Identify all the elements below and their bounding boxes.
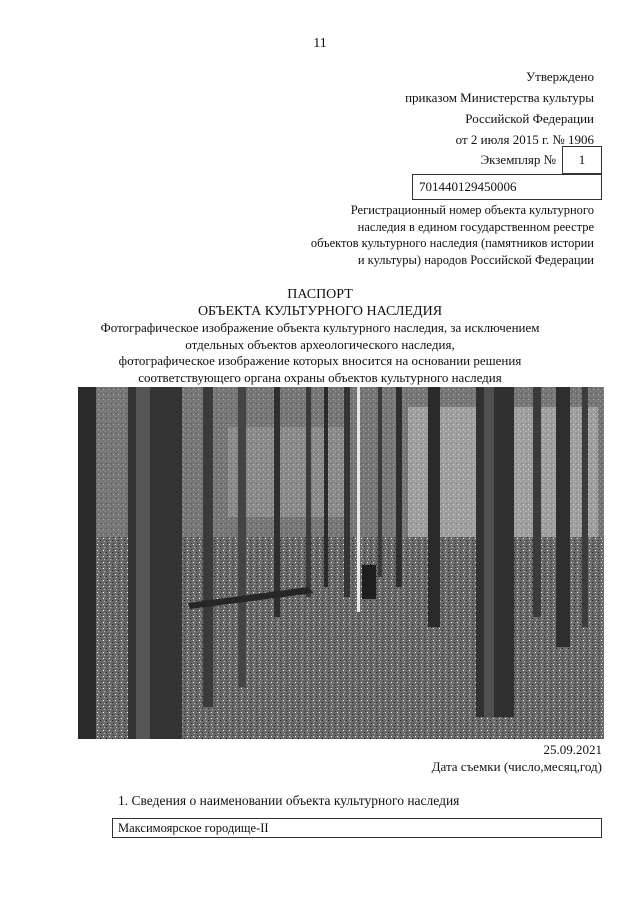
copy-number-row <box>481 146 602 174</box>
registration-caption-line: объектов культурного наследия (памятников истории <box>310 236 594 250</box>
photo-section-caption: фотографическое изображение которых вносится на основании решения <box>118 353 522 368</box>
copy-number-box: 1 <box>562 146 602 174</box>
approval-line: Российской Федерации <box>465 111 594 126</box>
document-title: ПАСПОРТ <box>287 287 353 302</box>
registration-caption-line: наследия в едином государственном реестре <box>357 219 594 234</box>
registration-caption-line: и культуры) народов Российской Федерации <box>357 252 594 267</box>
registration-caption <box>311 202 594 268</box>
photo-date-caption: Дата съемки (число,месяц,год) <box>431 759 602 774</box>
approval-line: приказом Министерства культуры <box>405 90 594 105</box>
photo-date: 25.09.2021 <box>543 742 602 757</box>
photo-section-caption: соответствующего органа охраны объектов культурного наследия <box>138 369 502 385</box>
registration-number-box: 701440129450006 <box>412 174 602 200</box>
page-number: 11 <box>313 36 327 51</box>
approval-stamp <box>405 66 594 150</box>
copy-label: Экземпляр № <box>480 152 556 167</box>
passport-title-block <box>0 286 640 386</box>
document-subject: ОБЪЕКТА КУЛЬТУРНОГО НАСЛЕДИЯ <box>197 304 443 319</box>
section-heading: 1. Сведения о наименовании объекта культурного наследия <box>118 793 460 808</box>
approval-line: от 2 июля 2015 г. № 1906 <box>455 132 594 147</box>
site-photo <box>78 387 604 739</box>
photo-section-caption: Фотографическое изображение объекта культурного наследия, за исключением <box>100 320 540 335</box>
object-name-field: Максимоярское городище-II <box>112 818 602 838</box>
approval-line: Утверждено <box>525 69 594 84</box>
photo-section-caption: отдельных объектов археологического наследия, <box>185 336 455 352</box>
registration-caption-line: Регистрационный номер объекта культурного <box>350 203 594 217</box>
